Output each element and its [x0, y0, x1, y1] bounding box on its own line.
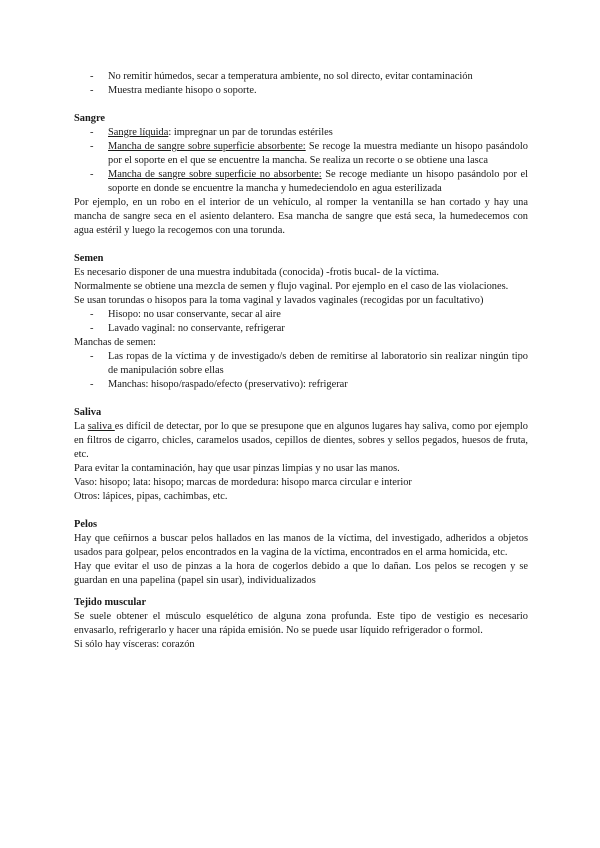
paragraph: Para evitar la contaminación, hay que usar pinzas limpias y no usar las manos. — [74, 463, 400, 474]
paragraph: Otros: lápices, pipas, cachimbas, etc. — [74, 491, 228, 502]
sangre-list — [74, 126, 528, 196]
item-text: impregnar un par de torundas estériles — [173, 127, 333, 138]
paragraph: Normalmente se obtiene una mezcla de semen y flujo vaginal. Por ejemplo en el caso de las violaciones. — [74, 281, 509, 292]
list-item: - Hisopo: no usar conservante, secar al aire — [108, 308, 528, 322]
paragraph: La saliva es difícil de detectar, por lo que se presupone que en algunos lugares hay saliva, como por ejemplo en filtros de cigarro, chicles, caramelos usados, cepillos de dientes, sobres y sellos pegados, huesos de fruta, etc. — [74, 421, 528, 460]
paragraph: Manchas de semen: — [74, 337, 156, 348]
paragraph: Hay que evitar el uso de pinzas a la hora de cogerlos debido a que lo dañan. Los pelos se recogen y se guardan en una papelina (papel sin usar), individualizados — [74, 561, 528, 586]
document-page — [74, 70, 528, 652]
term: saliva — [87, 421, 115, 432]
list-item: - No remitir húmedos, secar a temperatura ambiente, no sol directo, evitar contaminación — [108, 70, 528, 84]
list-item: - Las ropas de la víctima y de investigado/s deben de remitirse al laboratorio sin realizar ningún tipo de manipulación sobre ellas — [108, 350, 528, 378]
term: Sangre líquida — [108, 127, 169, 138]
paragraph: Hay que ceñirnos a buscar pelos hallados en las manos de la víctima, del investigado, adheridos a objetos usados para golpear, pelos encontrados en la vagina de la víctima, encontrados en el arma homicida, etc. — [74, 533, 528, 558]
paragraph: Se usan torundas o hisopos para la toma vaginal y lavados vaginales (recogidas por un facultativo) — [74, 295, 484, 306]
term: Mancha de sangre sobre superficie no absorbente: — [108, 169, 322, 180]
list-item — [108, 140, 528, 168]
list-item: - Manchas: hisopo/raspado/efecto (preservativo): refrigerar — [108, 378, 528, 392]
section-heading-tejido: Tejido muscular — [74, 597, 147, 608]
section-heading-sangre: Sangre — [74, 113, 105, 124]
paragraph: Vaso: hisopo; lata: hisopo; marcas de mordedura: hisopo marca circular e interior — [74, 477, 412, 488]
list-item: - Muestra mediante hisopo o soporte. — [108, 84, 528, 98]
list-item — [108, 168, 528, 196]
semen-list-1 — [74, 308, 528, 336]
item-text: Se recoge la muestra mediante un hisopo pasándolo por el soporte en el que se encuentre la mancha. Se realiza un recorte o se obtiene una lasca — [108, 141, 529, 166]
item-text: Se recoge mediante un hisopo pasándolo por el soporte en donde se encuentre la mancha y humedeciendolo en agua esterilizada — [108, 169, 528, 194]
paragraph: Si sólo hay vísceras: corazón — [74, 639, 195, 650]
top-list — [74, 70, 528, 98]
list-item: - Sangre líquida: impregnar un par de torundas estériles — [108, 126, 528, 140]
semen-list-2 — [74, 350, 528, 392]
section-heading-saliva: Saliva — [74, 407, 102, 418]
paragraph: Por ejemplo, en un robo en el interior de un vehículo, al romper la ventanilla se han cortado y hay una mancha de sangre seca en el asiento delantero. Esa mancha de sangre que está seca, la humedecemos con agua estéril y luego la recogemos con una torunda. — [74, 197, 528, 236]
term: Mancha de sangre sobre superficie absorbente: — [108, 141, 306, 152]
section-heading-pelos: Pelos — [74, 519, 98, 530]
paragraph: Es necesario disponer de una muestra indubitada (conocida) -frotis bucal- de la víctima. — [74, 267, 439, 278]
paragraph: Se suele obtener el músculo esquelético de alguna zona profunda. Este tipo de vestigio es necesario envasarlo, refrigerarlo y hacer una rápida emisión. No se puede usar líquido refrigerador o formol. — [74, 611, 528, 636]
list-item: - Lavado vaginal: no conservante, refrigerar — [108, 322, 528, 336]
section-heading-semen: Semen — [74, 253, 104, 264]
